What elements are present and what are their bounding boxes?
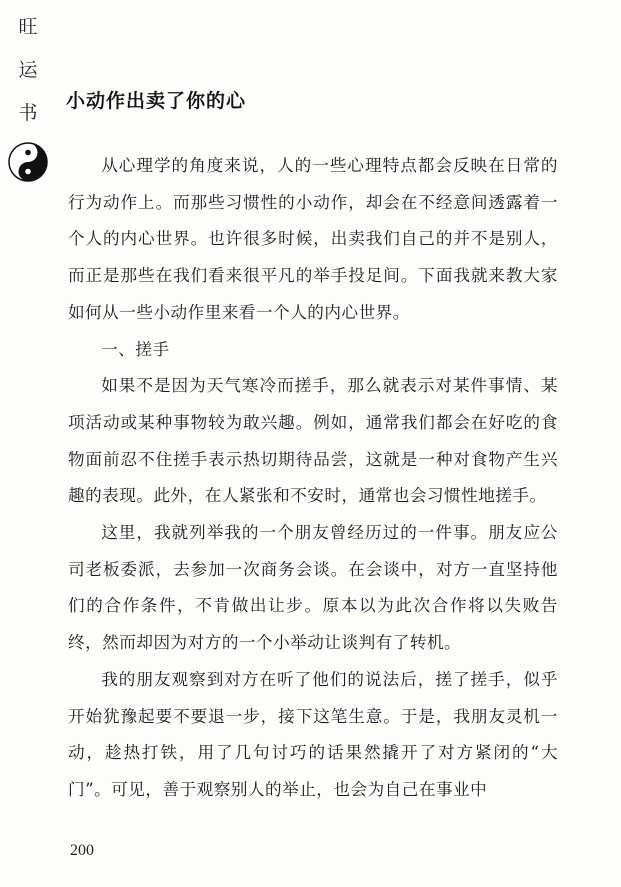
paragraph: 如果不是因为天气寒冷而搓手，那么就表示对某件事情、某项活动或某种事物较为敢兴趣。例如，通常我们都会在好吃的食物面前忍不住搓手表示热切期待品尝，这就是一种对食物产生兴趣的表现。此外，在人紧张和不安时，通常也会习惯性地搓手。: [68, 376, 558, 506]
side-running-head: [6, 18, 50, 183]
side-char: 旺: [18, 16, 38, 38]
body-text: [68, 148, 558, 809]
paragraph: 这里，我就列举我的一个朋友曾经历过的一件事。朋友应公司老板委派，去参加一次商务会谈。在会谈中，对方一直坚持他们的合作条件，不肯做出让步。原本以为此次合作将以失败告终，然而却因为对方的一个小举动让谈判有了转机。: [68, 523, 558, 653]
yin-yang-icon: [7, 141, 49, 183]
side-char: 运: [18, 59, 38, 81]
side-char: 书: [18, 102, 38, 124]
subheading: 一、搓手: [101, 339, 170, 359]
section-title: 小动作出卖了你的心: [66, 90, 247, 112]
paragraph: 我的朋友观察到对方在听了他们的说法后，搓了搓手，似乎开始犹豫起要不要退一步，接下这笔生意。于是，我朋友灵机一动，趁热打铁，用了几句讨巧的话果然撬开了对方紧闭的“大门”。可见，善于观察别人的举止，也会为自己在事业中: [68, 669, 558, 799]
paragraph: 从心理学的角度来说，人的一些心理特点都会反映在日常的行为动作上。而那些习惯性的小动作，却会在不经意间透露着一个人的内心世界。也许很多时候，出卖我们自己的并不是别人，而正是那些在我们看来很平凡的举手投足间。下面我就来教大家如何从一些小动作里来看一个人的内心世界。: [68, 156, 558, 322]
page-number: 200: [70, 842, 94, 859]
